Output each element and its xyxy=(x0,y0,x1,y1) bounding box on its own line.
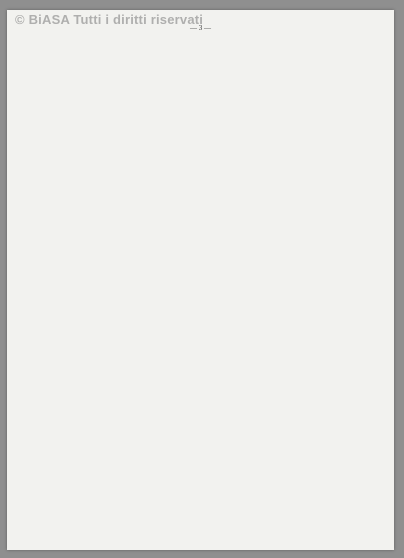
copyright-watermark: © BiASA Tutti i diritti riservati xyxy=(15,12,204,27)
index-columns xyxy=(17,36,384,538)
right-column xyxy=(205,36,384,538)
left-column xyxy=(17,36,196,538)
page-number: — 3 — xyxy=(190,24,211,32)
scanned-page xyxy=(7,10,394,550)
